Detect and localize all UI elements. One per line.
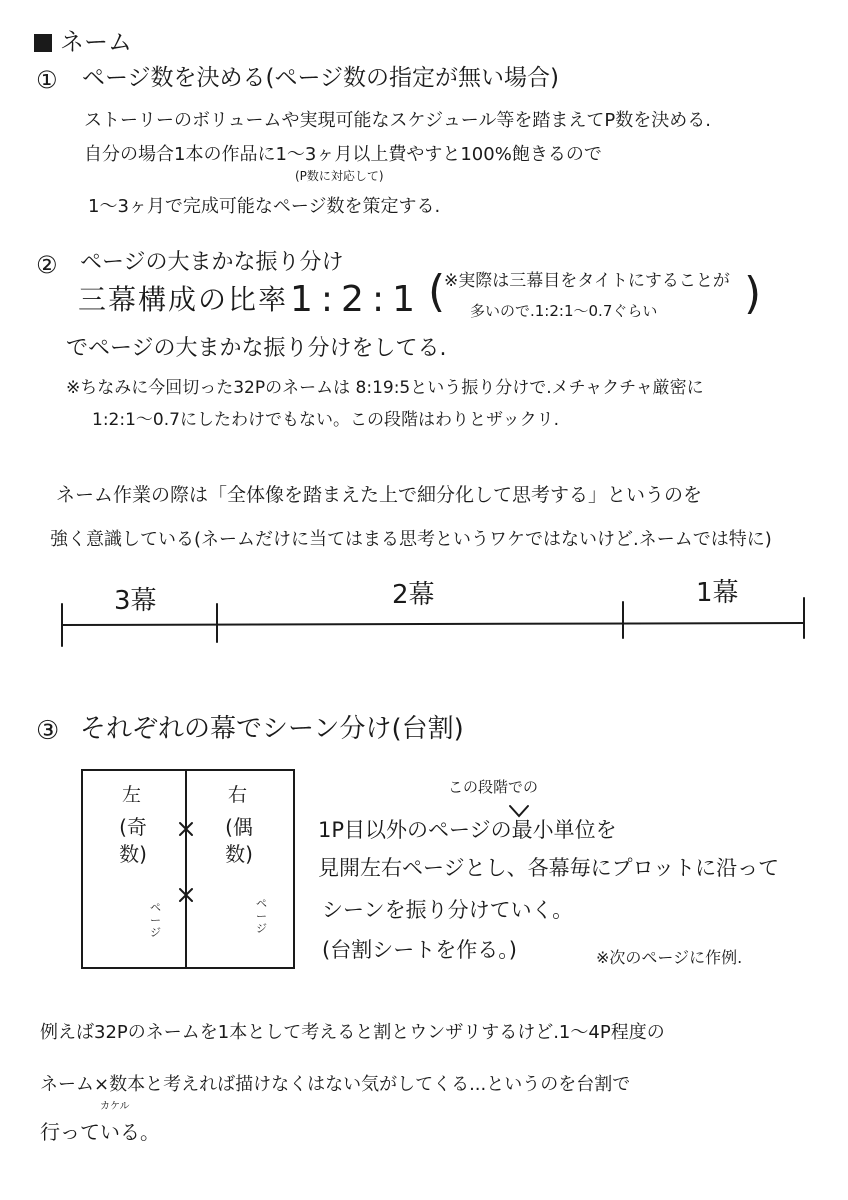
- closing-line1: 例えば32Pのネームを1本として考えると割とウンザリするけど.1〜4P程度の: [40, 1022, 665, 1043]
- section2-note2: 1:2:1〜0.7にしたわけでもない。この段階はわりとザックリ.: [92, 410, 560, 430]
- ratio-aside-line1: ※実際は三幕目をタイトにすることが: [444, 271, 730, 291]
- section1-line2: 自分の場合1本の作品に1〜3ヶ月以上費やすと100%飽きるので: [84, 144, 602, 165]
- spread-right-page: ページ: [256, 897, 267, 936]
- section2-number: ②: [36, 251, 58, 279]
- callout-arrow: [510, 806, 528, 816]
- section3-line3: シーンを振り分けていく。: [322, 898, 574, 922]
- section3-line2: 見開左右ページとし、各幕毎にプロットに沿って: [318, 856, 780, 880]
- section3-callout-note: この段階での: [448, 778, 539, 796]
- timeline-act3-label: 3幕: [114, 586, 157, 616]
- section1-number: ①: [36, 66, 58, 94]
- section1-heading: ページ数を決める(ページ数の指定が無い場合): [82, 65, 560, 91]
- section3-number: ③: [36, 716, 60, 746]
- spread-left-page: ページ: [150, 901, 161, 940]
- aside-close-paren: ): [744, 268, 762, 319]
- timeline-axis: [62, 623, 804, 625]
- closing-line2: ネーム×数本と考えれば描けなくはない気がしてくる...というのを台割で: [40, 1074, 631, 1095]
- section2-line2: でページの大まかな振り分けをしてる.: [66, 336, 447, 361]
- section2-heading: ページの大まかな振り分け: [80, 250, 344, 275]
- ratio-aside-line2: 多いので.1:2:1〜0.7ぐらい: [470, 302, 658, 320]
- section1-line1: ストーリーのボリュームや実現可能なスケジュール等を踏まえてP数を決める.: [84, 110, 711, 131]
- mid-line2: 強く意識している(ネームだけに当てはまる思考というワケではないけど.ネームでは特に): [50, 529, 772, 550]
- spread-right-even: (偶数): [225, 815, 253, 866]
- section3-line4: (台割シートを作る。): [322, 938, 517, 962]
- spread-left-label: 左: [122, 784, 142, 806]
- section2-note1: ※ちなみに今回切った32Pのネームは 8:19:5という振り分けで.メチャクチャ厳密に: [66, 378, 704, 398]
- spread-frame: [82, 770, 294, 968]
- page-title: ネーム: [60, 28, 132, 56]
- section3-line4-note: ※次のページに作例.: [596, 948, 743, 967]
- closing-line3: 行っている。: [40, 1120, 160, 1144]
- timeline-act2-label: 2幕: [392, 580, 435, 610]
- ratio-label: 三幕構成の比率: [78, 283, 289, 316]
- section3-line1: 1P目以外のページの最小単位を: [318, 818, 617, 842]
- mid-line1: ネーム作業の際は「全体像を踏まえた上で細分化して思考する」というのを: [56, 484, 703, 506]
- section1-annotation: (P数に対応して): [295, 169, 384, 183]
- spread-right-label: 右: [228, 784, 248, 806]
- ratio-value: 1:2:1: [290, 279, 423, 320]
- section1-line3: 1〜3ヶ月で完成可能なページ数を策定する.: [88, 196, 441, 217]
- aside-open-paren: (: [428, 266, 446, 317]
- spread-left-odd: (奇数): [119, 815, 147, 866]
- closing-kakeru-ruby: カケル: [100, 1101, 130, 1112]
- section3-heading: それぞれの幕でシーン分け(台割): [80, 714, 464, 744]
- timeline-act1-label: 1幕: [696, 578, 739, 608]
